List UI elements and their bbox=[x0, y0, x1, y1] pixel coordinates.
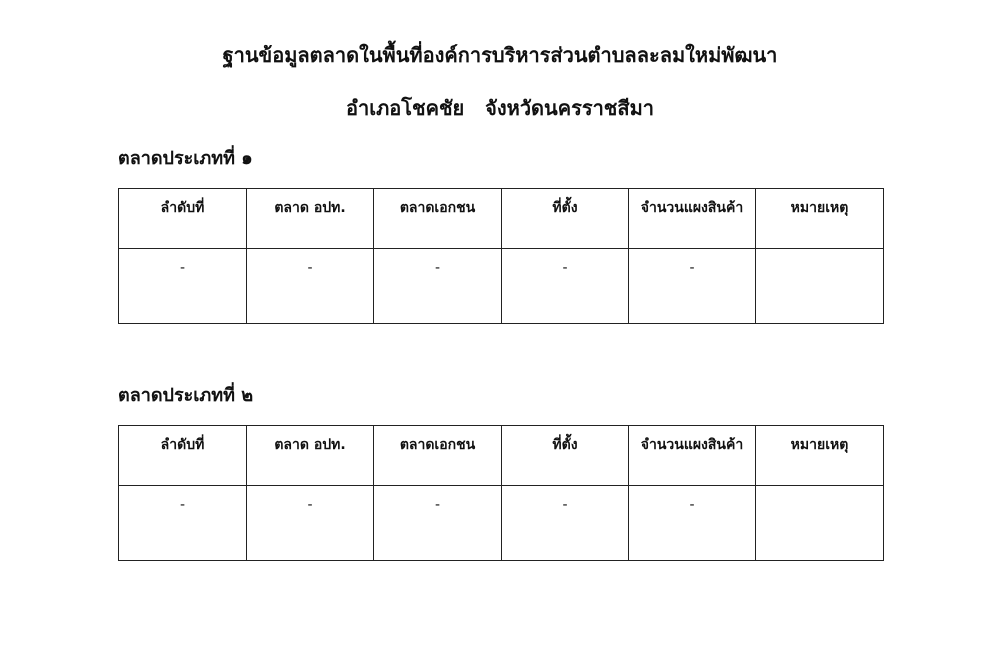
document-title: ฐานข้อมูลตลาดในพื้นที่องค์การบริหารส่วนตำบลละลมใหม่พัฒนา bbox=[222, 43, 778, 67]
table-cell-location: - bbox=[502, 486, 629, 561]
table-cell-location: - bbox=[502, 249, 629, 324]
table-cell-stall-count: - bbox=[629, 249, 756, 324]
column-header-location: ที่ตั้ง bbox=[502, 426, 629, 486]
column-header-location: ที่ตั้ง bbox=[502, 189, 629, 249]
table-header-row bbox=[119, 189, 884, 249]
section-heading-type-2: ตลาดประเภทที่ ๒ bbox=[118, 385, 254, 406]
document-subtitle: อำเภอโชคชัย จังหวัดนครราชสีมา bbox=[346, 96, 654, 120]
table-cell-order: - bbox=[119, 486, 247, 561]
column-header-remarks: หมายเหตุ bbox=[756, 426, 884, 486]
table-row bbox=[119, 486, 884, 561]
column-header-remarks: หมายเหตุ bbox=[756, 189, 884, 249]
section-heading-type-1: ตลาดประเภทที่ ๑ bbox=[118, 148, 253, 169]
table-cell-local-market: - bbox=[247, 249, 374, 324]
table-cell-remarks bbox=[756, 486, 884, 561]
column-header-local-market: ตลาด อปท. bbox=[247, 426, 374, 486]
table-cell-local-market: - bbox=[247, 486, 374, 561]
table-header-row bbox=[119, 426, 884, 486]
table-cell-remarks bbox=[756, 249, 884, 324]
market-table-type-1 bbox=[118, 188, 884, 324]
column-header-order: ลำดับที่ bbox=[119, 426, 247, 486]
column-header-private-market: ตลาดเอกชน bbox=[374, 426, 502, 486]
table-cell-order: - bbox=[119, 249, 247, 324]
market-table-type-2 bbox=[118, 425, 884, 561]
column-header-order: ลำดับที่ bbox=[119, 189, 247, 249]
column-header-local-market: ตลาด อปท. bbox=[247, 189, 374, 249]
table-cell-private-market: - bbox=[374, 249, 502, 324]
table-cell-private-market: - bbox=[374, 486, 502, 561]
column-header-stall-count: จำนวนแผงสินค้า bbox=[629, 426, 756, 486]
column-header-private-market: ตลาดเอกชน bbox=[374, 189, 502, 249]
table-cell-stall-count: - bbox=[629, 486, 756, 561]
column-header-stall-count: จำนวนแผงสินค้า bbox=[629, 189, 756, 249]
table-row bbox=[119, 249, 884, 324]
